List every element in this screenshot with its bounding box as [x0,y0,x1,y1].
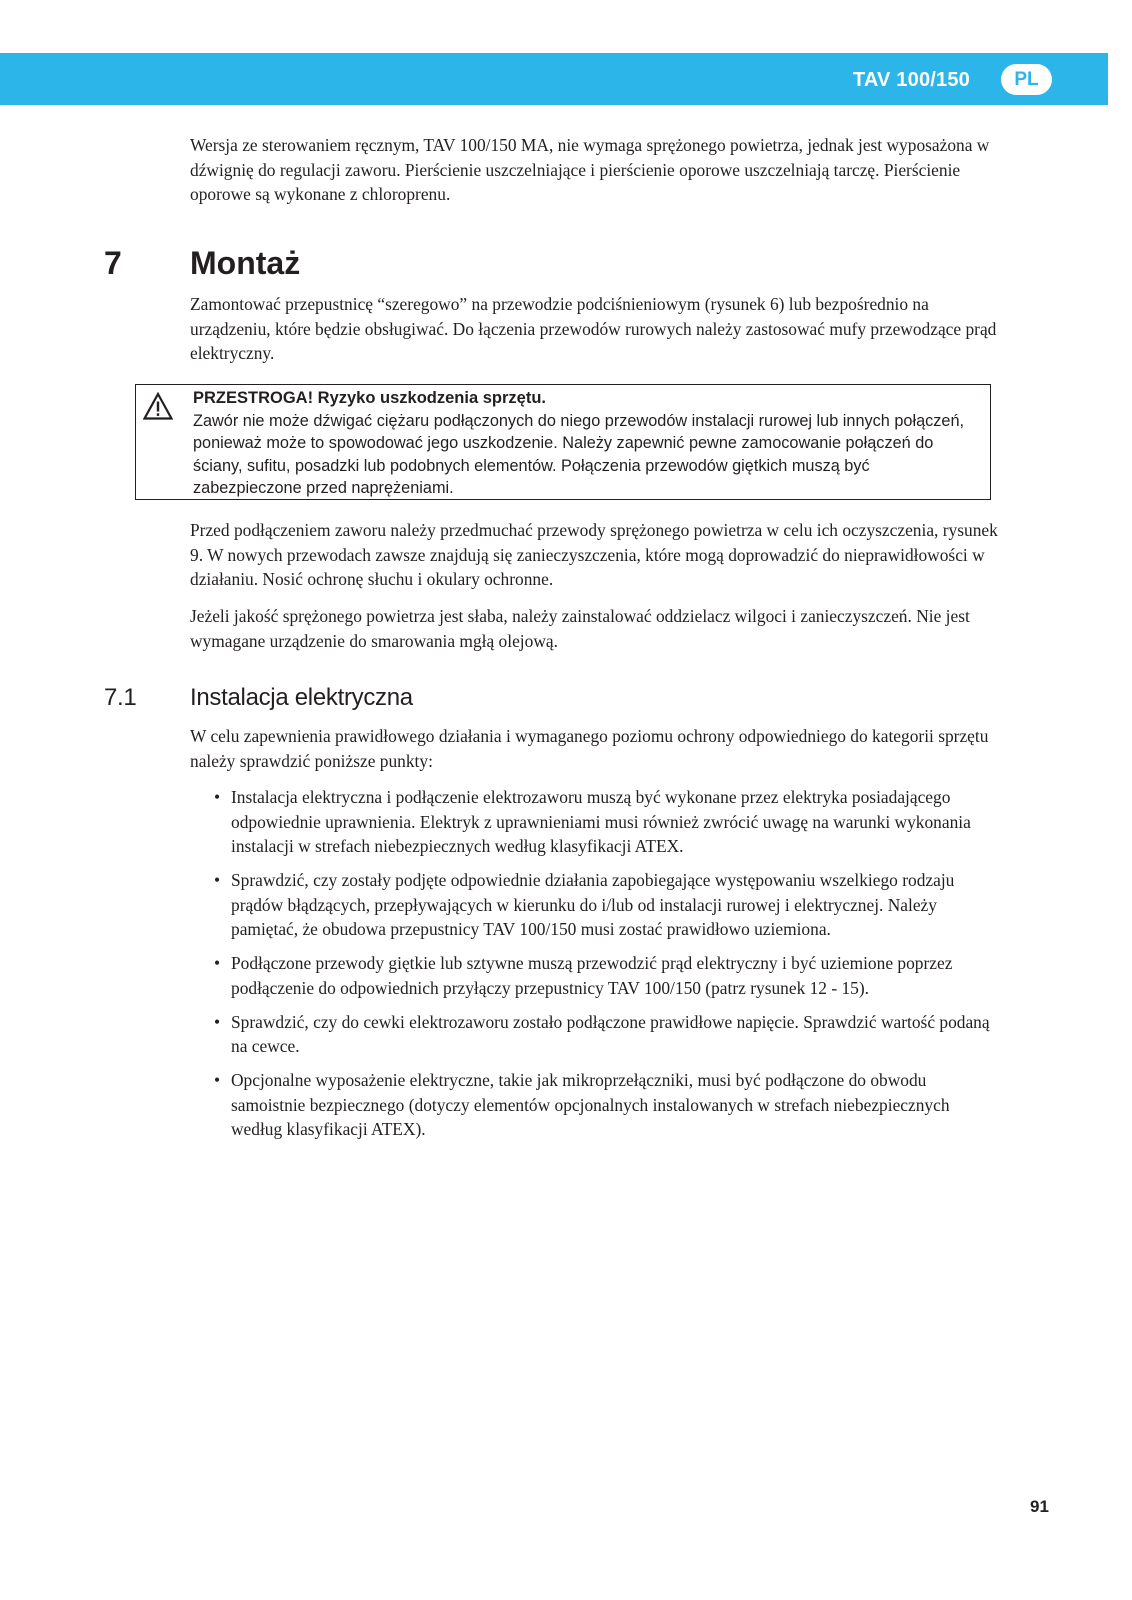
bullet-marker: • [214,953,221,973]
document-title: TAV 100/150 [852,69,970,91]
list-item-text: Podłączone przewody giętkie lub sztywne muszą przewodzić prąd elektryczny i być uziemione poprzez podłączenie do odpowiednich przyłączy przepustnicy TAV 100/150 (patrz rysunek 12 - 15). [231,953,953,998]
section-7-number: 7 [104,245,122,281]
list-item [214,1068,1004,1142]
list-item-text: Sprawdzić, czy zostały podjęte odpowiednie działania zapobiegające występowaniu wszelkiego rodzaju prądów błądzących, przepływających w kierunku do i/lub od instalacji rurowej i elektrycznej. Należy pamiętać, że obudowa przepustnicy TAV 100/150 musi zostać prawidłowo uziemiona. [231,870,955,939]
section-7-title: Montaż [190,245,301,281]
section-7-paragraph-2: Przed podłączeniem zaworu należy przedmuchać przewody sprężonego powietrza w celu ich oczyszczenia, rysunek 9. W nowych przewodach zawsze znajdują się zanieczyszczenia, które mogą doprowadzić do nieprawidłowości w działaniu. Nosić ochronę słuchu i okulary ochronne. [190,520,998,589]
bullet-marker: • [214,870,221,890]
bullet-marker: • [214,1070,221,1090]
list-item-text: Sprawdzić, czy do cewki elektrozaworu zostało podłączone prawidłowe napięcie. Sprawdzić wartość podaną na cewce. [231,1011,990,1056]
section-7-1-paragraph: W celu zapewnienia prawidłowego działania i wymaganego poziomu ochrony odpowiedniego do kategorii sprzętu należy sprawdzić poniższe punkty: [190,726,989,771]
caution-text: Zawór nie może dźwigać ciężaru podłączonych do niego przewodów instalacji rurowej lub innych połączeń, ponieważ może to spowodować jego uszkodzenie. Należy zapewnić pewne zamocowanie połączeń do ściany, sufitu, posadzki lub podobnych elementów. Połączenia przewodów giętkich muszą być zabezpieczone przed naprężeniami. [193,412,965,498]
list-item [214,1010,1004,1059]
list-item-text: Opcjonalne wyposażenie elektryczne, takie jak mikroprzełączniki, musi być podłączone do obwodu samoistnie bezpiecznego (dotyczy elementów opcjonalnych instalowanych w strefach niebezpiecznych według klasyfikacji ATEX). [231,1070,950,1139]
caution-title: PRZESTROGA! Ryzyko uszkodzenia sprzętu. [193,389,546,407]
caution-box [135,384,991,500]
checklist [214,785,1004,1151]
section-7-paragraph-3: Jeżeli jakość sprężonego powietrza jest słaba, należy zainstalować oddzielacz wilgoci i zanieczyszczeń. Nie jest wymagane urządzenie do smarowania mgłą olejową. [190,606,970,651]
page-number: 91 [1030,1497,1049,1516]
list-item [214,785,1004,859]
bullet-marker: • [214,1011,221,1032]
warning-triangle-icon [143,392,173,420]
section-7-1-title: Instalacja elektryczna [190,684,413,711]
section-7-paragraph: Zamontować przepustnicę “szeregowo” na przewodzie podciśnieniowym (rysunek 6) lub bezpośrednio na urządzeniu, które będzie obsługiwać. Do łączenia przewodów rurowych należy zastosować mufy przewodzące prąd elektryczny. [190,294,997,363]
list-item [214,868,1004,942]
bullet-marker: • [214,787,221,807]
header-bar [0,53,1108,105]
list-item-text: Instalacja elektryczna i podłączenie elektrozaworu muszą być wykonane przez elektryka posiadającego odpowiednie uprawnienia. Elektryk z uprawnieniami musi również zwrócić uwagę na warunki wykonania instalacji w strefach niebezpiecznych według klasyfikacji ATEX. [231,787,971,856]
intro-paragraph: Wersja ze sterowaniem ręcznym, TAV 100/150 MA, nie wymaga sprężonego powietrza, jednak jest wyposażona w dźwignię do regulacji zaworu. Pierścienie uszczelniające i pierścienie oporowe uszczelniają tarczę. Pierścienie oporowe są wykonane z chloroprenu. [190,135,990,204]
list-item [214,951,1004,1000]
section-7-1-number: 7.1 [104,684,137,711]
language-badge: PL [1001,64,1052,95]
